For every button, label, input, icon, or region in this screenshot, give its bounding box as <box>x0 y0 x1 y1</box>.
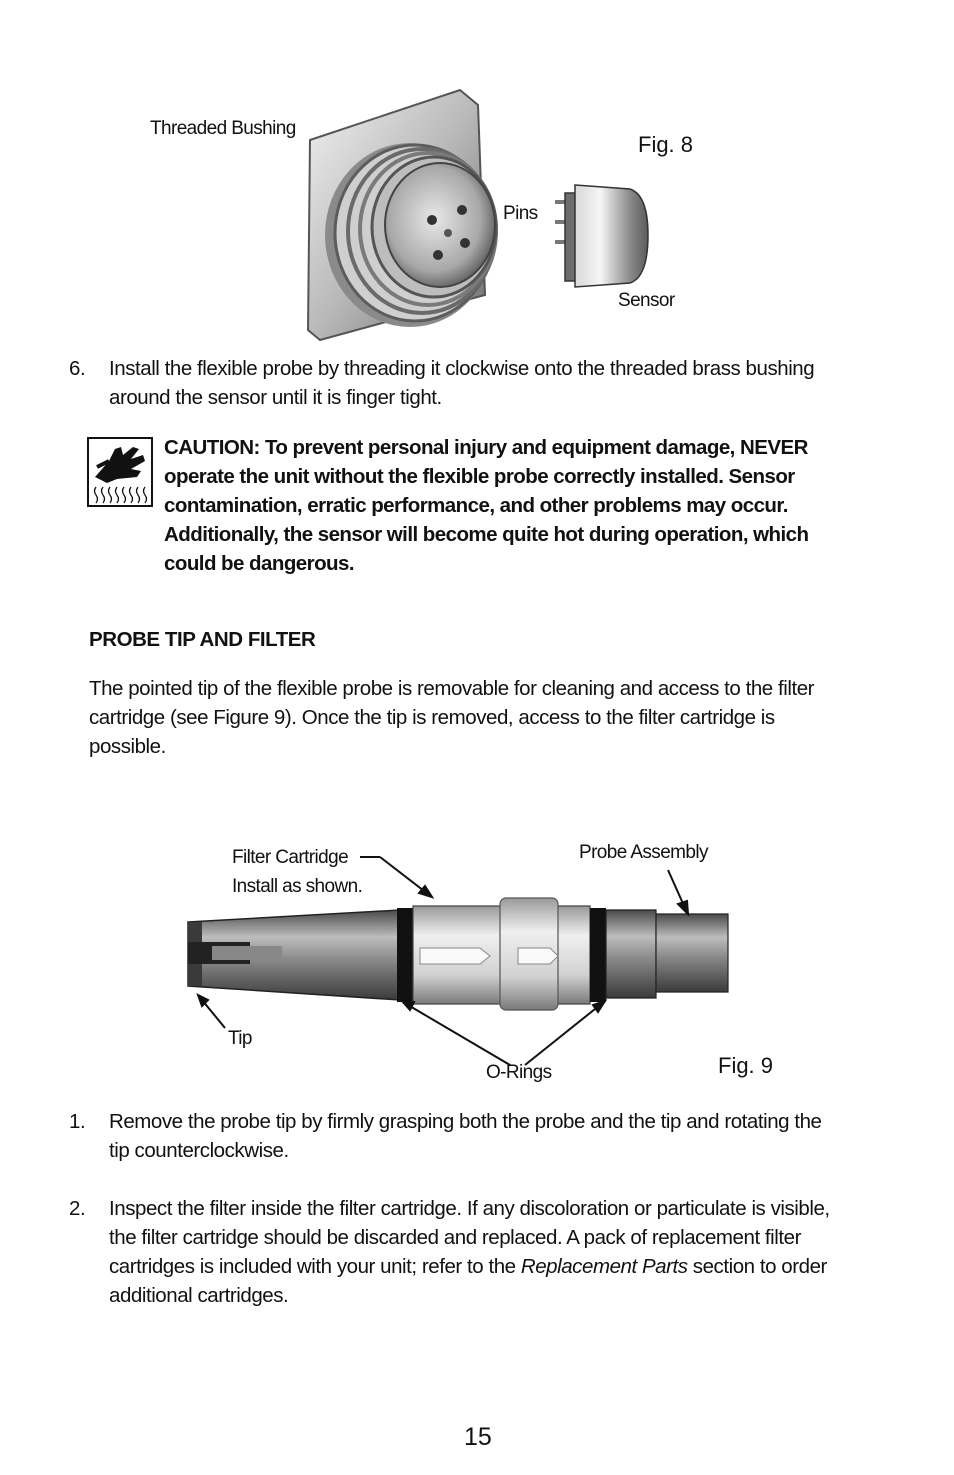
section-heading: PROBE TIP AND FILTER <box>89 628 316 651</box>
step-2 <box>69 1194 909 1310</box>
step-2-line-1: Inspect the filter inside the filter cartridge. If any discoloration or particulate is visible, <box>109 1197 830 1220</box>
caution-line: could be dangerous. <box>164 552 355 575</box>
caution-line: contamination, erratic performance, and other problems may occur. <box>164 494 788 517</box>
sensor-label: Sensor <box>618 290 675 311</box>
section-paragraph <box>89 674 889 761</box>
step-2-line-3a: cartridges is included with your unit; refer to the <box>109 1255 521 1278</box>
step-2-line-3b: section to order <box>687 1255 827 1278</box>
filter-cartridge-label: Filter Cartridge <box>232 847 349 868</box>
caution-line: Additionally, the sensor will become quite hot during operation, which <box>164 523 809 546</box>
threaded-bushing-label: Threaded Bushing <box>150 118 296 139</box>
step-1-line-1: Remove the probe tip by firmly grasping both the probe and the tip and rotating the <box>109 1110 822 1133</box>
fig-8-label: Fig. 8 <box>638 132 694 157</box>
caution-line: CAUTION: To prevent personal injury and equipment damage, NEVER <box>164 436 808 459</box>
step-6-line-2: around the sensor until it is finger tight. <box>109 386 442 409</box>
sensor-bushing-illustration <box>290 85 670 350</box>
caution-text <box>164 433 864 578</box>
figure-8 <box>290 85 670 350</box>
step-1-line-2: tip counterclockwise. <box>109 1139 289 1162</box>
page-number: 15 <box>464 1423 492 1451</box>
replacement-parts-reference: Replacement Parts <box>520 1255 688 1278</box>
install-note-label: Install as shown. <box>232 876 363 897</box>
tip-label: Tip <box>228 1028 252 1049</box>
step-6-line-1: Install the flexible probe by threading it clockwise onto the threaded brass bushing <box>109 357 815 380</box>
section-line: The pointed tip of the flexible probe is removable for cleaning and access to the filter <box>89 677 815 700</box>
fig-9-label: Fig. 9 <box>718 1053 774 1078</box>
o-rings-label: O-Rings <box>486 1062 552 1083</box>
step-2-line-2: the filter cartridge should be discarded and replaced. A pack of replacement filter <box>109 1226 801 1249</box>
step-2-line-4: additional cartridges. <box>109 1284 289 1307</box>
step-6 <box>69 354 909 412</box>
step-1 <box>69 1107 909 1165</box>
hot-surface-hand-icon <box>87 437 153 507</box>
step-1-number: 1. <box>69 1110 86 1133</box>
step-2-number: 2. <box>69 1197 86 1220</box>
pins-label: Pins <box>503 203 538 224</box>
caution-line: operate the unit without the flexible probe correctly installed. Sensor <box>164 465 795 488</box>
section-line: cartridge (see Figure 9). Once the tip is removed, access to the filter cartridge is <box>89 706 775 729</box>
probe-assembly-label: Probe Assembly <box>579 842 708 863</box>
step-6-number: 6. <box>69 357 86 380</box>
section-line: possible. <box>89 735 166 758</box>
